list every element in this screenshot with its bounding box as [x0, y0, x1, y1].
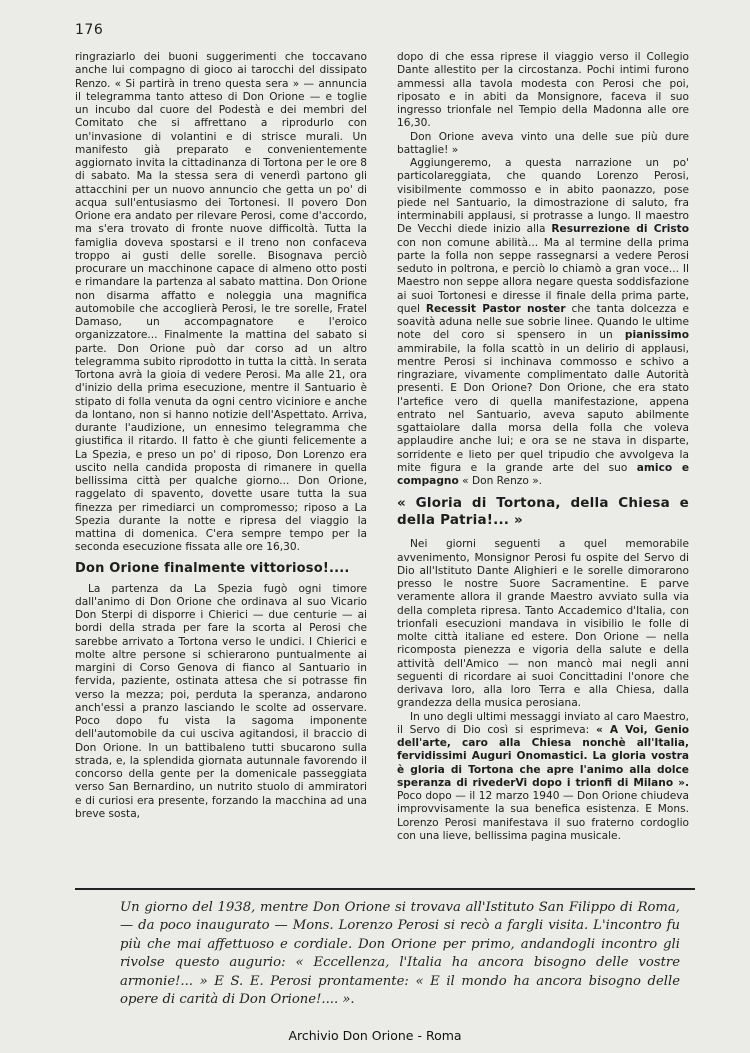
right-paragraph-4: Nei giorni seguenti a quel memorabile avvenimento, Monsignor Perosi fu ospite del Servo di Dio all'Istituto Dante Alighieri e le sorelle dimorarono presso le nostre Suore Sacramentine. E parve veramente allora il grande Maestro avviato sulla via della completa ripresa. Tanto Accademico d'Italia, con trionfali esecuzioni mandava in visibilio le folle di molte città italiane ed estere. Don Orione — nella ricomposta pienezza e vigoria della salute e della attività dell'Amico — non mancò mai negli anni seguenti di ricordare ai suoi Concittadini l'onore che derivava loro, alla loro Terra e alla Chiesa, dalla grandezza della musica perosiana.	[397, 538, 689, 710]
text-run: ammirabile, la folla scattò in un delirio di applausi, mentre Perosi si inchinava commosso e schivo a ringraziare, vivamente complimentato dalle Autorità presenti. E Don Orione? Don Orione, che era stato l'artefice vero di quella manifestazione, appena entrato nel Santuario, aveva saputo abilmente sgattaiolare dalla morsa della folla che voleva applaudire anche lui; e ora se ne stava in disparte, sorridente e lieto per quel tripudio che avvolgeva la mite figura e la grande arte del suo	[397, 342, 689, 474]
left-column	[75, 51, 367, 821]
horizontal-rule	[75, 888, 695, 890]
text-run: In uno degli ultimi messaggi inviato al caro Maestro, il Servo di Dio così si esprimeva:	[397, 710, 689, 736]
left-paragraph-1: ringraziarlo dei buoni suggerimenti che toccavano anche lui compagno di gioco ai tarocchi del dissipato Renzo. « Si partirà in treno questa sera » — annuncia il telegramma tanto atteso di Don Orione — e toglie un incubo dal cuore del Podestà e dei membri del Comitato che si affrettano a riprodurlo con un'invasione di volantini e di strisce murali. Un manifesto già preparato e convenientemente aggiornato invita la cittadinanza di Tortona per le ore 8 di sabato. Ma la stessa sera di venerdì partono gli attacchini per un nuovo annuncio che getta un po' di acqua sull'entusiasmo dei Tortonesi. Il povero Don Orione era andato per rilevare Perosi, come d'accordo, ma s'era trovato di fronte nuove difficoltà. Tutta la famiglia doveva spostarsi e il treno non confaceva troppo ai gusti delle sorelle. Bisognava perciò procurare un macchinone capace di almeno otto posti e rimandare la partenza al sabato mattina. Don Orione non disarma affatto e noleggia una magnifica automobile che accoglierà Perosi, le tre sorelle, Fratel Damaso, un accompagnatore e l'eroico organizzatore... Finalmente la mattina del sabato si parte. Don Orione può dar corso ad un altro telegramma subito riprodotto in tutta la città. In serata Tortona avrà la gioia di vedere Perosi. Ma alle 21, ora d'inizio della prima esecuzione, mentre il Santuario è stipato di folla venuta da ogni centro viciniore e anche da lontano, non si hanno notizie dell'Aspettato. Arriva, durante l'audizione, un ennesimo telegramma che giustifica il ritardo. Il fatto è che giunti felicemente a La Spezia, e preso un po' di riposo, Don Lorenzo era uscito nella candida proposta di rimanere in quella bellissima città per qualche giorno... Don Orione, raggelato di spavento, dovette usare tutta la sua finezza per rimediarci un compromesso; riposo a La Spezia durante la notte e ripresa del viaggio la mattina di domenica. C'era sempre tempo per la seconda esecuzione fissata alle ore 16,30.	[75, 51, 367, 554]
text-run: che tanta dolcezza e soavità aduna nelle sue sobrie linee. Quando le ultime note del coro si spensero in un	[397, 302, 689, 342]
text-run: « Don Renzo ».	[458, 475, 543, 487]
photo-caption: Un giorno del 1938, mentre Don Orione si trovava all'Istituto San Filippo di Roma, — da poco inaugurato — Mons. Lorenzo Perosi si recò a fargli visita. L'incontro fu più che mai affettuoso e cordiale. Don Orione per primo, andandogli incontro gli rivolse questo augurio: « Eccellenza, l'Italia ha ancora bisogno delle vostre armonie!... » E S. E. Perosi prontamente: « E il mondo ha ancora bisogno delle opere di carità di Don Orione!.... ».	[120, 900, 680, 1008]
text-run: Aggiungeremo, a questa narrazione un po' particolareggiata, che quando Lorenzo Perosi, visibilmente commosso e in abito paonazzo, pose piede nel Santuario, la dimostrazione di saluto, fra interminabili applausi, si protrasse a lungo. Il maestro De Vecchi diede inizio alla	[397, 157, 689, 236]
text-run: con non comune abilità... Ma al termine della prima parte la folla non seppe rassegnarsi a vedere Perosi seduto in poltrona, e perciò lo chiamò a gran voce... Il Maestro non seppe allora negare questa soddisfazione ai suoi Tortonesi e diresse il finale della prima parte, quel	[397, 236, 689, 315]
section-heading-victorious: Don Orione finalmente vittorioso!....	[75, 560, 350, 576]
bold-title-recessit: Recessit Pastor noster	[425, 302, 566, 315]
right-paragraph-1: dopo di che essa riprese il viaggio verso il Collegio Dante allestito per la circostanza. Pochi intimi furono ammessi alla tavola modesta con Perosi che poi, riposato e in abiti da Monsignore, faceva il suo ingresso trionfale nel Tempio della Madonna alle ore 16,30.	[397, 51, 689, 130]
page-number: 176	[75, 22, 104, 38]
section-heading-gloria: « Gloria di Tortona, della Chiesa e della Patria!... »	[397, 495, 689, 529]
right-paragraph-3	[397, 157, 689, 488]
left-paragraph-2: La partenza da La Spezia fugò ogni timore dall'animo di Don Orione che ordinava al suo Vicario Don Sterpi di disporre i Chierici — due centurie — ai bordi della strada per fare la scorta al Perosi che sarebbe arrivato a Tortona verso le undici. I Chierici e molte altre persone si schierarono puntualmente ai margini di Corso Genova di fianco al Santuario in fervida, paziente, ostinata attesa che si potrasse fin verso la mezza; poi, perduta la speranza, andarono anch'essi a pranzo lasciando le scolte ad osservare. Poco dopo fu vista la sagoma imponente dell'automobile da cui usciva agitandosi, il braccio di Don Orione. In un battibaleno tutti sbucarono sulla strada, e, la splendida giornata autunnale favorendo il concorso della gente per la domenicale passeggiata verso San Bernardino, un nutrito stuolo di ammiratori e di curiosi era presente, forzando la macchina ad una breve sosta,	[75, 582, 367, 820]
right-column	[397, 51, 689, 843]
bold-quote-message: « A Voi, Genio dell'arte, caro alla Chiesa nonchè all'Italia, fervidissimi Auguri Onomastici. La gloria vostra è gloria di Tortona che apre l'animo alla dolce speranza di rivederVi dopo i trionfi di Milano ».	[397, 723, 689, 789]
right-paragraph-5	[397, 711, 689, 844]
bold-pianissimo: pianissimo	[624, 329, 689, 342]
bold-amico-compagno: amico e compagno	[397, 461, 690, 487]
bold-title-resurrezione: Resurrezione di Cristo	[551, 223, 689, 236]
right-paragraph-2: Don Orione aveva vinto una delle sue più dure battaglie! »	[397, 130, 689, 156]
text-run: Poco dopo — il 12 marzo 1940 — Don Orione chiudeva improvvisamente la sua benefica esistenza. E Mons. Lorenzo Perosi manifestava il suo fraterno cordoglio con una lieve, bellissima pagina musicale.	[397, 790, 689, 842]
archive-footer: Archivio Don Orione - Roma	[288, 1028, 462, 1043]
